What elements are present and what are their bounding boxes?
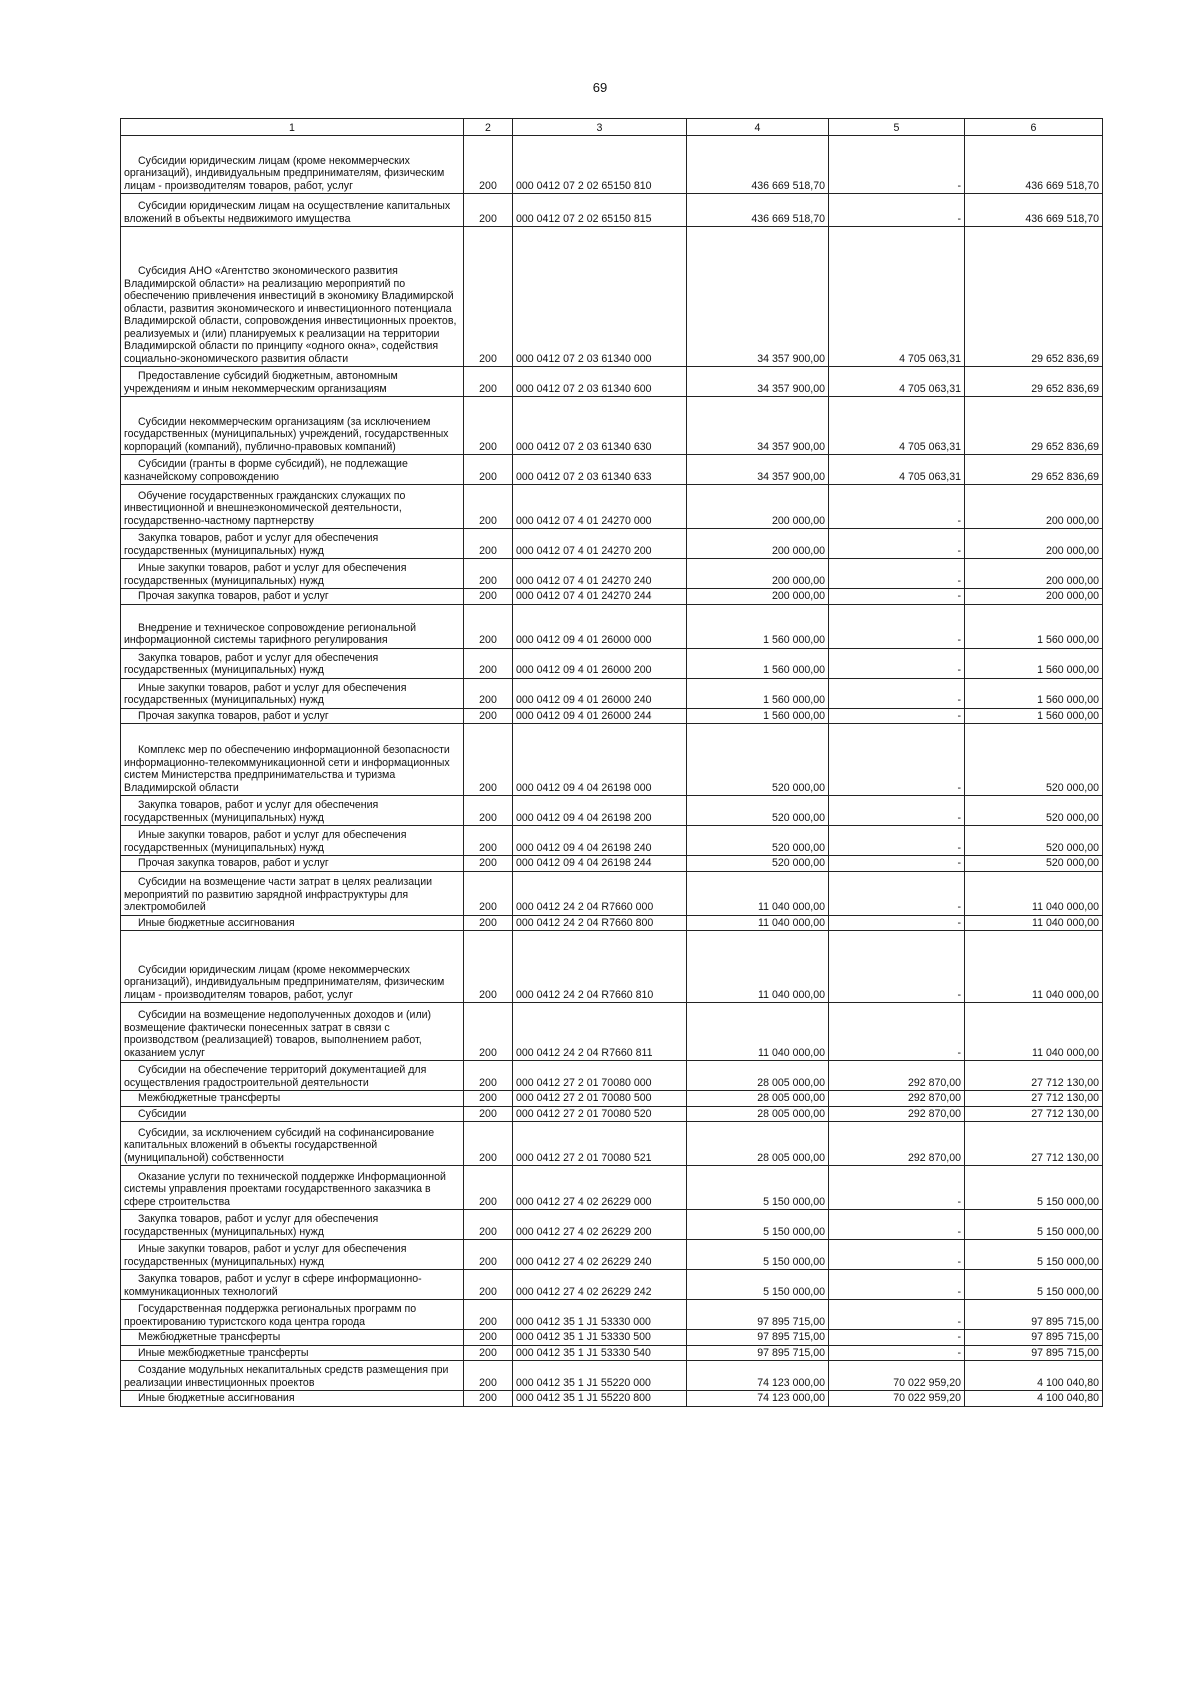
row-budget-code-cell: 000 0412 07 2 03 61340 630 <box>513 397 687 455</box>
table-row <box>121 1106 1103 1122</box>
row-column-6-cell: 11 040 000,00 <box>965 931 1103 1003</box>
row-column-5-cell: - <box>829 724 965 796</box>
row-budget-code-cell: 000 0412 24 2 04 R7660 810 <box>513 931 687 1003</box>
row-column-2-cell: 200 <box>464 1391 513 1407</box>
row-name-cell: Субсидии юридическим лицам на осуществление капитальных вложений в объекты недвижимого имущества <box>121 194 464 227</box>
row-column-5-cell: - <box>829 559 965 589</box>
row-column-6-cell: 1 560 000,00 <box>965 678 1103 708</box>
row-column-2-cell: 200 <box>464 856 513 872</box>
row-name-cell: Субсидии <box>121 1106 464 1122</box>
row-budget-code-cell: 000 0412 09 4 04 26198 000 <box>513 724 687 796</box>
row-column-2-cell: 200 <box>464 136 513 194</box>
table-row <box>121 724 1103 796</box>
row-column-2-cell: 200 <box>464 1300 513 1330</box>
row-name-cell: Субсидии на возмещение части затрат в целях реализации мероприятий по развитию зарядной инфраструктуры для электромобилей <box>121 871 464 915</box>
row-column-5-cell: - <box>829 1240 965 1270</box>
row-name-cell: Прочая закупка товаров, работ и услуг <box>121 708 464 724</box>
row-column-2-cell: 200 <box>464 1210 513 1240</box>
row-column-6-cell: 29 652 836,69 <box>965 397 1103 455</box>
row-column-2-cell: 200 <box>464 397 513 455</box>
row-budget-code-cell: 000 0412 09 4 01 26000 000 <box>513 604 687 648</box>
row-column-2-cell: 200 <box>464 559 513 589</box>
row-column-6-cell: 27 712 130,00 <box>965 1061 1103 1091</box>
table-row <box>121 796 1103 826</box>
row-column-6-cell: 97 895 715,00 <box>965 1330 1103 1346</box>
column-header-3: 3 <box>513 119 687 136</box>
row-name-cell: Закупка товаров, работ и услуг в сфере информационно-коммуникационных технологий <box>121 1270 464 1300</box>
table-row <box>121 455 1103 485</box>
row-column-2-cell: 200 <box>464 724 513 796</box>
row-budget-code-cell: 000 0412 24 2 04 R7660 000 <box>513 871 687 915</box>
row-column-5-cell: - <box>829 1210 965 1240</box>
row-column-6-cell: 200 000,00 <box>965 529 1103 559</box>
row-budget-code-cell: 000 0412 35 1 J1 53330 000 <box>513 1300 687 1330</box>
row-column-5-cell: - <box>829 136 965 194</box>
row-column-5-cell: 4 705 063,31 <box>829 227 965 367</box>
row-name-cell: Закупка товаров, работ и услуг для обеспечения государственных (муниципальных) нужд <box>121 648 464 678</box>
row-name-cell: Государственная поддержка региональных программ по проектированию туристского кода центра города <box>121 1300 464 1330</box>
row-column-6-cell: 27 712 130,00 <box>965 1106 1103 1122</box>
table-row <box>121 1391 1103 1407</box>
row-column-4-cell: 436 669 518,70 <box>687 194 829 227</box>
row-name-cell: Обучение государственных гражданских служащих по инвестиционной и внешнеэкономической деятельности, государственно-частному партнерству <box>121 485 464 529</box>
row-column-2-cell: 200 <box>464 826 513 856</box>
row-column-4-cell: 520 000,00 <box>687 796 829 826</box>
row-name-cell: Иные межбюджетные трансферты <box>121 1345 464 1361</box>
row-column-6-cell: 436 669 518,70 <box>965 194 1103 227</box>
table-row <box>121 856 1103 872</box>
row-column-5-cell: 292 870,00 <box>829 1122 965 1166</box>
row-budget-code-cell: 000 0412 27 2 01 70080 521 <box>513 1122 687 1166</box>
row-budget-code-cell: 000 0412 07 2 03 61340 633 <box>513 455 687 485</box>
row-column-5-cell: - <box>829 1330 965 1346</box>
table-row <box>121 397 1103 455</box>
row-column-6-cell: 29 652 836,69 <box>965 455 1103 485</box>
row-column-6-cell: 436 669 518,70 <box>965 136 1103 194</box>
row-budget-code-cell: 000 0412 24 2 04 R7660 800 <box>513 915 687 931</box>
row-budget-code-cell: 000 0412 35 1 J1 55220 800 <box>513 1391 687 1407</box>
row-column-6-cell: 1 560 000,00 <box>965 648 1103 678</box>
row-column-2-cell: 200 <box>464 708 513 724</box>
row-column-6-cell: 11 040 000,00 <box>965 915 1103 931</box>
table-row <box>121 1345 1103 1361</box>
row-name-cell: Субсидии юридическим лицам (кроме некоммерческих организаций), индивидуальным предпринимателям, физическим лицам - производителям товаров, работ, услуг <box>121 136 464 194</box>
row-column-5-cell: - <box>829 1166 965 1210</box>
row-column-2-cell: 200 <box>464 455 513 485</box>
row-name-cell: Субсидии юридическим лицам (кроме некоммерческих организаций), индивидуальным предпринимателям, физическим лицам - производителям товаров, работ, услуг <box>121 931 464 1003</box>
row-budget-code-cell: 000 0412 27 4 02 26229 240 <box>513 1240 687 1270</box>
row-column-2-cell: 200 <box>464 678 513 708</box>
table-body <box>121 136 1103 1407</box>
table-row <box>121 871 1103 915</box>
row-name-cell: Оказание услуги по технической поддержке Информационной системы управления проектами государственного заказчика в сфере строительства <box>121 1166 464 1210</box>
row-column-5-cell: - <box>829 1345 965 1361</box>
row-column-2-cell: 200 <box>464 1240 513 1270</box>
row-column-6-cell: 97 895 715,00 <box>965 1300 1103 1330</box>
row-column-4-cell: 34 357 900,00 <box>687 367 829 397</box>
table-row <box>121 1300 1103 1330</box>
row-name-cell: Субсидии на обеспечение территорий документацией для осуществления градостроительной деятельности <box>121 1061 464 1091</box>
row-name-cell: Субсидии некоммерческим организациям (за исключением государственных (муниципальных) учреждений, государственных корпораций (компаний), публично-правовых компаний) <box>121 397 464 455</box>
row-column-2-cell: 200 <box>464 796 513 826</box>
row-column-6-cell: 5 150 000,00 <box>965 1210 1103 1240</box>
row-column-4-cell: 436 669 518,70 <box>687 136 829 194</box>
row-column-4-cell: 1 560 000,00 <box>687 604 829 648</box>
row-column-5-cell: 70 022 959,20 <box>829 1361 965 1391</box>
row-column-4-cell: 5 150 000,00 <box>687 1270 829 1300</box>
row-column-2-cell: 200 <box>464 1166 513 1210</box>
row-column-4-cell: 34 357 900,00 <box>687 227 829 367</box>
row-column-6-cell: 520 000,00 <box>965 856 1103 872</box>
row-budget-code-cell: 000 0412 07 2 03 61340 600 <box>513 367 687 397</box>
row-column-5-cell: - <box>829 915 965 931</box>
row-column-6-cell: 520 000,00 <box>965 724 1103 796</box>
row-column-2-cell: 200 <box>464 931 513 1003</box>
row-name-cell: Предоставление субсидий бюджетным, автономным учреждениям и иным некоммерческим организациям <box>121 367 464 397</box>
row-column-6-cell: 1 560 000,00 <box>965 708 1103 724</box>
table-row <box>121 931 1103 1003</box>
table-row <box>121 1061 1103 1091</box>
row-column-6-cell: 4 100 040,80 <box>965 1391 1103 1407</box>
row-column-6-cell: 4 100 040,80 <box>965 1361 1103 1391</box>
row-column-5-cell: - <box>829 931 965 1003</box>
table-row <box>121 604 1103 648</box>
row-column-2-cell: 200 <box>464 1106 513 1122</box>
table-row <box>121 1240 1103 1270</box>
column-header-2: 2 <box>464 119 513 136</box>
row-column-4-cell: 1 560 000,00 <box>687 648 829 678</box>
row-column-5-cell: - <box>829 1270 965 1300</box>
row-name-cell: Закупка товаров, работ и услуг для обеспечения государственных (муниципальных) нужд <box>121 796 464 826</box>
row-budget-code-cell: 000 0412 27 4 02 26229 242 <box>513 1270 687 1300</box>
row-column-4-cell: 200 000,00 <box>687 529 829 559</box>
table-row <box>121 915 1103 931</box>
table-row <box>121 136 1103 194</box>
row-column-6-cell: 5 150 000,00 <box>965 1270 1103 1300</box>
row-column-4-cell: 11 040 000,00 <box>687 915 829 931</box>
row-name-cell: Субсидии (гранты в форме субсидий), не подлежащие казначейскому сопровождению <box>121 455 464 485</box>
row-name-cell: Субсидия АНО «Агентство экономического развития Владимирской области» на реализацию мероприятий по обеспечению привлечения инвестиций в экономику Владимирской области, развития экономического и инвестиционного потенциала Владимирской области, сопровождения инвестиционных проектов, реализуемых и (или) планируемых к реализации на территории Владимирской области по принципу «одного окна», содействия социально-экономического развития области <box>121 227 464 367</box>
row-name-cell: Межбюджетные трансферты <box>121 1330 464 1346</box>
row-name-cell: Прочая закупка товаров, работ и услуг <box>121 856 464 872</box>
row-budget-code-cell: 000 0412 09 4 04 26198 200 <box>513 796 687 826</box>
row-column-2-cell: 200 <box>464 485 513 529</box>
row-budget-code-cell: 000 0412 27 4 02 26229 000 <box>513 1166 687 1210</box>
row-column-4-cell: 200 000,00 <box>687 485 829 529</box>
row-column-5-cell: 292 870,00 <box>829 1091 965 1107</box>
row-column-5-cell: - <box>829 529 965 559</box>
row-column-2-cell: 200 <box>464 1003 513 1061</box>
row-budget-code-cell: 000 0412 09 4 01 26000 244 <box>513 708 687 724</box>
table-row <box>121 1330 1103 1346</box>
table-row <box>121 1122 1103 1166</box>
table-row <box>121 708 1103 724</box>
row-budget-code-cell: 000 0412 07 2 02 65150 815 <box>513 194 687 227</box>
table-row <box>121 678 1103 708</box>
row-column-4-cell: 200 000,00 <box>687 559 829 589</box>
row-column-5-cell: - <box>829 485 965 529</box>
table-row <box>121 1003 1103 1061</box>
row-column-5-cell: 70 022 959,20 <box>829 1391 965 1407</box>
row-name-cell: Внедрение и техническое сопровождение региональной информационной системы тарифного регулирования <box>121 604 464 648</box>
row-column-5-cell: 292 870,00 <box>829 1106 965 1122</box>
table-row <box>121 529 1103 559</box>
row-budget-code-cell: 000 0412 27 2 01 70080 500 <box>513 1091 687 1107</box>
row-budget-code-cell: 000 0412 09 4 01 26000 200 <box>513 648 687 678</box>
row-column-2-cell: 200 <box>464 1091 513 1107</box>
row-column-5-cell: - <box>829 871 965 915</box>
row-column-2-cell: 200 <box>464 1330 513 1346</box>
row-column-6-cell: 97 895 715,00 <box>965 1345 1103 1361</box>
table-row <box>121 227 1103 367</box>
row-column-2-cell: 200 <box>464 194 513 227</box>
row-column-5-cell: 4 705 063,31 <box>829 367 965 397</box>
row-column-5-cell: - <box>829 708 965 724</box>
row-column-4-cell: 97 895 715,00 <box>687 1345 829 1361</box>
row-column-2-cell: 200 <box>464 648 513 678</box>
row-budget-code-cell: 000 0412 35 1 J1 53330 540 <box>513 1345 687 1361</box>
row-column-4-cell: 28 005 000,00 <box>687 1091 829 1107</box>
row-column-6-cell: 27 712 130,00 <box>965 1122 1103 1166</box>
row-budget-code-cell: 000 0412 07 2 02 65150 810 <box>513 136 687 194</box>
row-name-cell: Создание модульных некапитальных средств размещения при реализации инвестиционных проектов <box>121 1361 464 1391</box>
row-name-cell: Иные закупки товаров, работ и услуг для обеспечения государственных (муниципальных) нужд <box>121 559 464 589</box>
row-name-cell: Иные закупки товаров, работ и услуг для обеспечения государственных (муниципальных) нужд <box>121 826 464 856</box>
row-column-5-cell: - <box>829 796 965 826</box>
table-row <box>121 826 1103 856</box>
row-name-cell: Иные бюджетные ассигнования <box>121 915 464 931</box>
row-column-4-cell: 28 005 000,00 <box>687 1061 829 1091</box>
row-column-5-cell: - <box>829 604 965 648</box>
column-header-4: 4 <box>687 119 829 136</box>
row-column-4-cell: 11 040 000,00 <box>687 931 829 1003</box>
row-name-cell: Субсидии, за исключением субсидий на софинансирование капитальных вложений в объекты государственной (муниципальной) собственности <box>121 1122 464 1166</box>
row-column-6-cell: 11 040 000,00 <box>965 871 1103 915</box>
row-column-6-cell: 520 000,00 <box>965 796 1103 826</box>
row-column-4-cell: 97 895 715,00 <box>687 1330 829 1346</box>
row-column-2-cell: 200 <box>464 367 513 397</box>
row-column-2-cell: 200 <box>464 1345 513 1361</box>
row-column-2-cell: 200 <box>464 871 513 915</box>
row-column-5-cell: 292 870,00 <box>829 1061 965 1091</box>
row-column-4-cell: 200 000,00 <box>687 589 829 605</box>
row-name-cell: Иные бюджетные ассигнования <box>121 1391 464 1407</box>
row-column-4-cell: 34 357 900,00 <box>687 397 829 455</box>
row-column-2-cell: 200 <box>464 1122 513 1166</box>
row-column-4-cell: 28 005 000,00 <box>687 1122 829 1166</box>
row-budget-code-cell: 000 0412 07 4 01 24270 200 <box>513 529 687 559</box>
row-column-5-cell: - <box>829 1300 965 1330</box>
table-row <box>121 367 1103 397</box>
table-row <box>121 1361 1103 1391</box>
row-budget-code-cell: 000 0412 09 4 04 26198 240 <box>513 826 687 856</box>
row-column-4-cell: 34 357 900,00 <box>687 455 829 485</box>
column-header-5: 5 <box>829 119 965 136</box>
row-column-6-cell: 11 040 000,00 <box>965 1003 1103 1061</box>
row-column-2-cell: 200 <box>464 604 513 648</box>
row-name-cell: Межбюджетные трансферты <box>121 1091 464 1107</box>
row-column-4-cell: 520 000,00 <box>687 826 829 856</box>
row-name-cell: Иные закупки товаров, работ и услуг для обеспечения государственных (муниципальных) нужд <box>121 678 464 708</box>
row-name-cell: Закупка товаров, работ и услуг для обеспечения государственных (муниципальных) нужд <box>121 1210 464 1240</box>
row-column-6-cell: 200 000,00 <box>965 485 1103 529</box>
table-row <box>121 589 1103 605</box>
row-column-4-cell: 520 000,00 <box>687 856 829 872</box>
row-column-6-cell: 200 000,00 <box>965 559 1103 589</box>
row-column-4-cell: 11 040 000,00 <box>687 1003 829 1061</box>
row-column-5-cell: - <box>829 678 965 708</box>
row-name-cell: Иные закупки товаров, работ и услуг для обеспечения государственных (муниципальных) нужд <box>121 1240 464 1270</box>
row-name-cell: Закупка товаров, работ и услуг для обеспечения государственных (муниципальных) нужд <box>121 529 464 559</box>
table-row <box>121 1210 1103 1240</box>
row-column-4-cell: 1 560 000,00 <box>687 678 829 708</box>
row-budget-code-cell: 000 0412 27 4 02 26229 200 <box>513 1210 687 1240</box>
budget-table <box>120 118 1103 1407</box>
row-column-4-cell: 520 000,00 <box>687 724 829 796</box>
row-column-2-cell: 200 <box>464 915 513 931</box>
row-column-4-cell: 74 123 000,00 <box>687 1391 829 1407</box>
row-budget-code-cell: 000 0412 27 2 01 70080 000 <box>513 1061 687 1091</box>
row-column-6-cell: 5 150 000,00 <box>965 1166 1103 1210</box>
row-budget-code-cell: 000 0412 07 4 01 24270 000 <box>513 485 687 529</box>
row-column-4-cell: 28 005 000,00 <box>687 1106 829 1122</box>
row-budget-code-cell: 000 0412 35 1 J1 53330 500 <box>513 1330 687 1346</box>
row-column-6-cell: 29 652 836,69 <box>965 367 1103 397</box>
row-column-2-cell: 200 <box>464 1361 513 1391</box>
row-name-cell: Субсидии на возмещение недополученных доходов и (или) возмещение фактически понесенных затрат в связи с производством (реализацией) товаров, выполнением работ, оказанием услуг <box>121 1003 464 1061</box>
row-column-4-cell: 5 150 000,00 <box>687 1240 829 1270</box>
table-row <box>121 648 1103 678</box>
row-column-6-cell: 5 150 000,00 <box>965 1240 1103 1270</box>
column-header-6: 6 <box>965 119 1103 136</box>
row-column-4-cell: 5 150 000,00 <box>687 1166 829 1210</box>
row-column-4-cell: 5 150 000,00 <box>687 1210 829 1240</box>
row-column-6-cell: 29 652 836,69 <box>965 227 1103 367</box>
row-column-5-cell: - <box>829 589 965 605</box>
table-row <box>121 559 1103 589</box>
row-column-5-cell: - <box>829 856 965 872</box>
table-row <box>121 485 1103 529</box>
row-budget-code-cell: 000 0412 07 2 03 61340 000 <box>513 227 687 367</box>
row-column-4-cell: 1 560 000,00 <box>687 708 829 724</box>
table-row <box>121 1270 1103 1300</box>
row-budget-code-cell: 000 0412 24 2 04 R7660 811 <box>513 1003 687 1061</box>
row-column-5-cell: 4 705 063,31 <box>829 397 965 455</box>
row-column-5-cell: - <box>829 1003 965 1061</box>
table-row <box>121 1166 1103 1210</box>
row-column-2-cell: 200 <box>464 1270 513 1300</box>
row-column-6-cell: 520 000,00 <box>965 826 1103 856</box>
row-name-cell: Комплекс мер по обеспечению информационной безопасности информационно-телекоммуникационной сети и информационных систем Министерства предпринимательства и туризма Владимирской области <box>121 724 464 796</box>
header-row <box>121 119 1103 136</box>
row-column-6-cell: 200 000,00 <box>965 589 1103 605</box>
row-column-2-cell: 200 <box>464 1061 513 1091</box>
column-header-1: 1 <box>121 119 464 136</box>
row-budget-code-cell: 000 0412 07 4 01 24270 244 <box>513 589 687 605</box>
row-column-4-cell: 11 040 000,00 <box>687 871 829 915</box>
row-name-cell: Прочая закупка товаров, работ и услуг <box>121 589 464 605</box>
row-budget-code-cell: 000 0412 07 4 01 24270 240 <box>513 559 687 589</box>
table-row <box>121 1091 1103 1107</box>
row-column-2-cell: 200 <box>464 529 513 559</box>
row-column-6-cell: 27 712 130,00 <box>965 1091 1103 1107</box>
table-row <box>121 194 1103 227</box>
row-column-5-cell: 4 705 063,31 <box>829 455 965 485</box>
row-budget-code-cell: 000 0412 09 4 04 26198 244 <box>513 856 687 872</box>
row-budget-code-cell: 000 0412 27 2 01 70080 520 <box>513 1106 687 1122</box>
row-column-6-cell: 1 560 000,00 <box>965 604 1103 648</box>
row-column-2-cell: 200 <box>464 589 513 605</box>
row-column-4-cell: 74 123 000,00 <box>687 1361 829 1391</box>
row-column-5-cell: - <box>829 648 965 678</box>
row-column-5-cell: - <box>829 826 965 856</box>
row-budget-code-cell: 000 0412 09 4 01 26000 240 <box>513 678 687 708</box>
row-column-5-cell: - <box>829 194 965 227</box>
row-column-2-cell: 200 <box>464 227 513 367</box>
row-budget-code-cell: 000 0412 35 1 J1 55220 000 <box>513 1361 687 1391</box>
row-column-4-cell: 97 895 715,00 <box>687 1300 829 1330</box>
page-number: 69 <box>592 80 608 95</box>
